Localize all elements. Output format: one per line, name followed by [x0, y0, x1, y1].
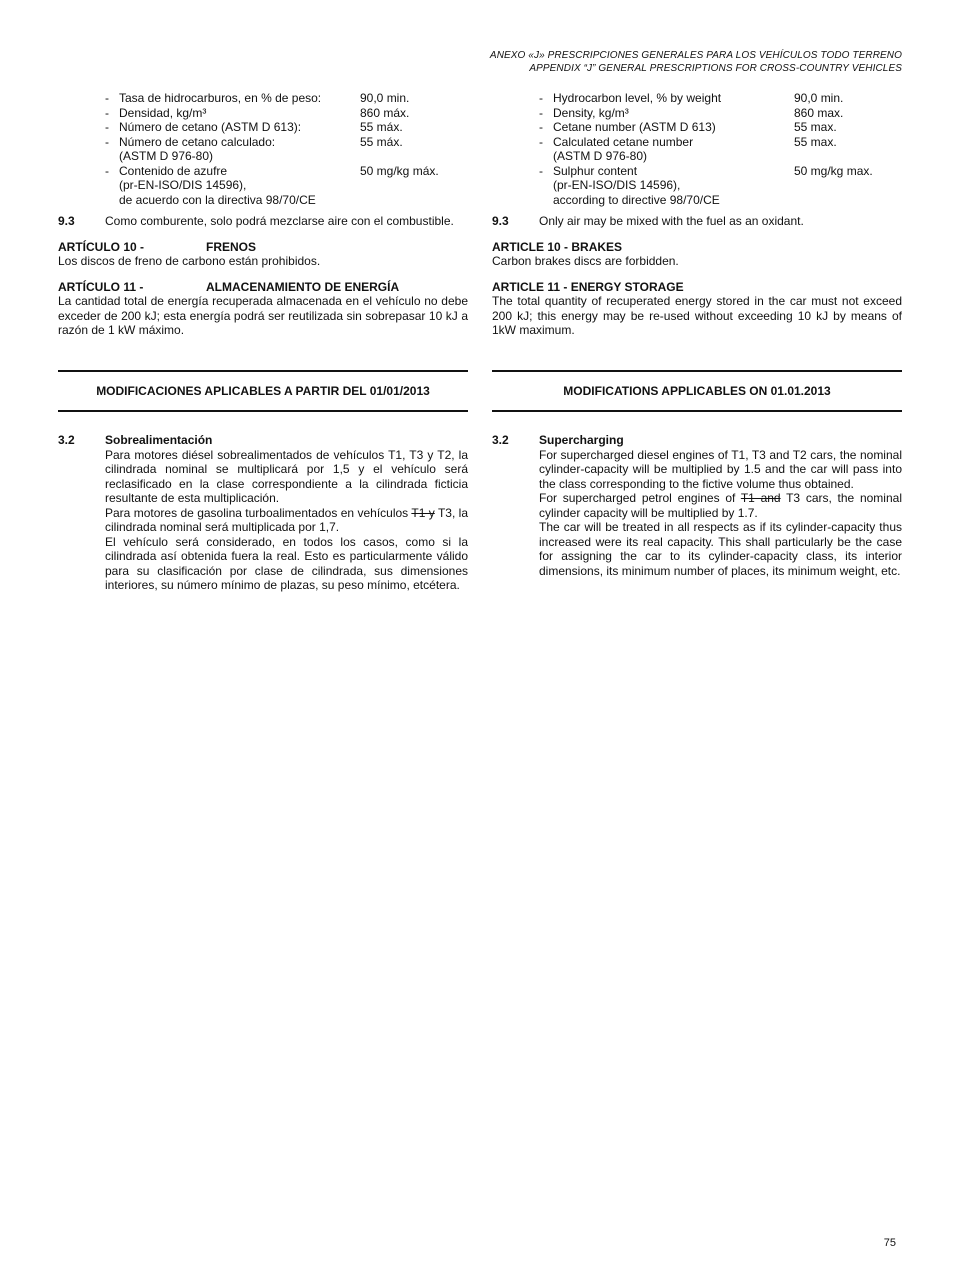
section-3-2: 3.2 Supercharging For supercharged diesel engines of T1, T3 and T2 cars, the nominal cylinder-capacity will be multiplied by 1.5 and the car will pass into the class corresponding to the fictive volume thus obtained. For supercharged petrol engines of T1 and T3 cars, the nominal cylinder capacity will be multiplied by 1.7. The car will be treated in all respects as if its cylinder-capacity thus increased were its real capacity. This shall particularly be the case for assigning the car to its cylinder-capacity class, its interior dimensions, its minimum number of places, its minimum weight, etc. [492, 433, 902, 578]
section-paragraph: Para motores de gasolina turboalimentados en vehículos T1 y T3, la cilindrada nominal será multiplicada por 1,7. [105, 505, 469, 534]
struck-text: T1 y [411, 505, 435, 520]
article-10 [492, 240, 902, 269]
spec-row: - Cetane number (ASTM D 613) 55 max. [539, 120, 837, 134]
section-paragraph: For supercharged diesel engines of T1, T3 and T2 cars, the nominal cylinder-capacity will be multiplied by 1.5 and the car will pass into the class corresponding to the fictive volume thus obtained. [539, 447, 902, 491]
spec-row: - Calculated cetane number (ASTM D 976-80) 55 max. [539, 134, 837, 163]
spec-row: - Densidad, kg/m³ 860 máx. [105, 105, 410, 120]
fuel-spec-list [105, 91, 468, 207]
article-heading: ARTÍCULO 10 - FRENOS [58, 239, 257, 254]
paragraph-9-3: 9.3 Only air may be mixed with the fuel as an oxidant. [492, 214, 804, 228]
spanish-column [58, 91, 468, 593]
article-heading: ARTICLE 10 - BRAKES [492, 239, 623, 254]
article-body: Los discos de freno de carbono están prohibidos. [58, 254, 321, 268]
paragraph-9-3: 9.3 Como comburente, solo podrá mezclarse aire con el combustible. [58, 214, 454, 228]
spec-row: - Sulphur content (pr-EN-ISO/DIS 14596), according to directive 98/70/CE 50 mg/kg max. [539, 163, 873, 207]
struck-text: T1 and [740, 491, 781, 505]
article-body: Carbon brakes discs are forbidden. [492, 254, 679, 268]
fuel-spec-list [539, 91, 902, 207]
page-number: 75 [883, 1237, 896, 1249]
article-10 [58, 240, 468, 269]
spec-row: - Hydrocarbon level, % by weight 90,0 min. [539, 91, 844, 105]
section-paragraph: For supercharged petrol engines of T1 and T3 cars, the nominal cylinder capacity will be multiplied by 1.7. [539, 491, 902, 520]
section-paragraph: Para motores diésel sobrealimentados de vehículos T1, T3 y T2, la cilindrada nominal se multiplicará por 1,5 y el vehículo será reclasificado en la clase correspondiente a la cilindrada ficticia resultante de esta multiplicación. [105, 447, 468, 505]
divider [492, 410, 902, 412]
article-11 [492, 280, 902, 338]
spec-row: - Tasa de hidrocarburos, en % de peso: 90,0 min. [105, 91, 410, 105]
spec-row: - Density, kg/m³ 860 max. [539, 105, 844, 120]
spec-row: - Contenido de azufre (pr-EN-ISO/DIS 14596), de acuerdo con la directiva 98/70/CE 50 mg/kg máx. [105, 163, 439, 207]
article-11 [58, 280, 468, 338]
article-heading: ARTICLE 11 - ENERGY STORAGE [492, 279, 684, 294]
running-header [490, 49, 902, 75]
modifications-title: MODIFICACIONES APLICABLES A PARTIR DEL 01/01/2013 [96, 383, 430, 398]
spec-row: - Número de cetano (ASTM D 613): 55 máx. [105, 120, 403, 134]
section-title: Sobrealimentación [105, 433, 213, 447]
header-line-es: ANEXO «J» PRESCRIPCIONES GENERALES PARA LOS VEHÍCULOS TODO TERRENO [489, 50, 902, 61]
article-body: The total quantity of recuperated energy stored in the car must not exceed 200 kJ; this energy may be re-used without exceeding 10 kJ by means of 1kW maximum. [492, 294, 902, 337]
english-column [492, 91, 902, 578]
section-paragraph: The car will be treated in all respects as if its cylinder-capacity thus increased were its real capacity. This shall particularly be the case for assigning the car to its cylinder-capacity class, its interior dimensions, its minimum number of places, its minimum weight, etc. [539, 520, 902, 578]
divider [58, 410, 468, 412]
spec-row: - Número de cetano calculado: (ASTM D 976-80) 55 máx. [105, 134, 403, 163]
section-3-2: 3.2 Sobrealimentación Para motores diésel sobrealimentados de vehículos T1, T3 y T2, la cilindrada nominal se multiplicará por 1,5 y el vehículo será reclasificado en la clase correspondiente a la cilindrada ficticia resultante de esta multiplicación. Para motores de gasolina turboalimentados en vehículos T1 y T3, la cilindrada nominal será multiplicada por 1,7. El vehículo será considerado, en todos los casos, como si la cilindrada así obtenida fuera la real. Esto es particularmente válido para su clasificación por clase de cilindrada, sus dimensiones interiores, su número mínimo de plazas, su peso mínimo, etcétera. [58, 433, 469, 592]
header-line-en: APPENDIX “J” GENERAL PRESCRIPTIONS FOR CROSS-COUNTRY VEHICLES [529, 63, 902, 74]
article-body: La cantidad total de energía recuperada almacenada en el vehículo no debe exceder de 200 kJ; esta energía podrá ser reutilizada sin sobrepasar 10 kJ a razón de 1 kW máximo. [58, 294, 468, 337]
modifications-title: MODIFICATIONS APPLICABLES ON 01.01.2013 [563, 383, 831, 398]
modifications-box [58, 370, 468, 413]
article-heading: ARTÍCULO 11 - ALMACENAMIENTO DE ENERGÍA [58, 279, 400, 294]
section-paragraph: El vehículo será considerado, en todos los casos, como si la cilindrada así obtenida fuera la real. Esto es particularmente válido para su clasificación por clase de cilindrada, sus dimensiones interiores, su número mínimo de plazas, su peso mínimo, etcétera. [105, 534, 468, 592]
modifications-box [492, 370, 902, 413]
section-title: Supercharging [539, 433, 624, 447]
